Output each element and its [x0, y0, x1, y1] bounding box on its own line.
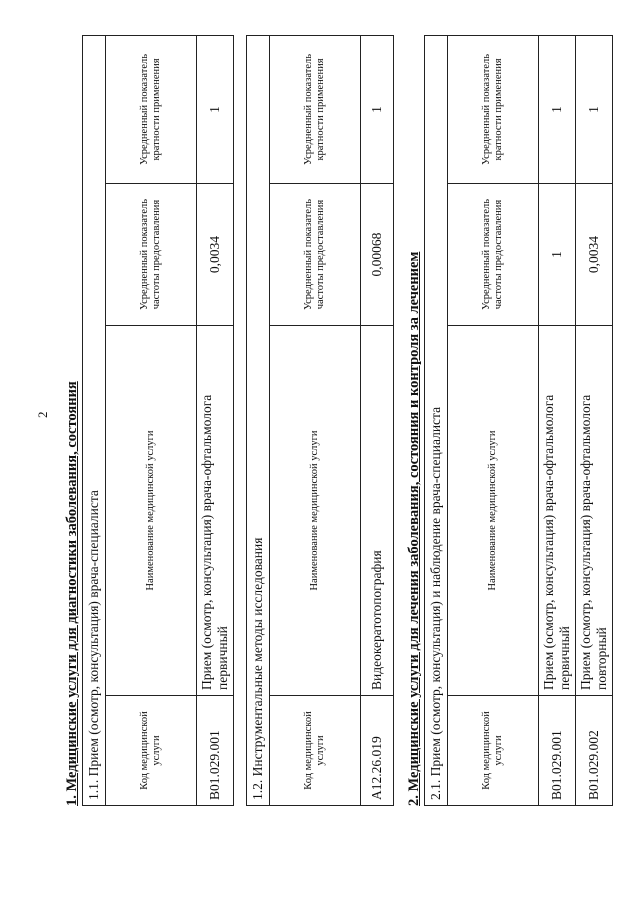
section-2-title: 2. Медицинские услуги для лечения заболевания, состояния и контроля за лечением	[406, 251, 422, 806]
service-name: Прием (осмотр, консультация) врача-офтальмолога первичный	[197, 326, 234, 696]
header-code: Код медицинской услуги	[106, 696, 197, 806]
header-code: Код медицинской услуги	[270, 696, 361, 806]
header-name: Наименование медицинской услуги	[448, 326, 539, 696]
service-code: B01.029.002	[576, 696, 613, 806]
header-frequency: Усредненный показатель частоты предоставления	[448, 184, 539, 326]
header-name: Наименование медицинской услуги	[106, 326, 197, 696]
header-frequency: Усредненный показатель частоты предоставления	[106, 184, 197, 326]
service-code: A12.26.019	[361, 696, 394, 806]
header-multiplicity: Усредненный показатель кратности применения	[106, 36, 197, 184]
frequency-value: 0,0034	[197, 184, 234, 326]
table-row	[576, 35, 613, 805]
document-body	[62, 36, 613, 806]
multiplicity-value: 1	[539, 35, 576, 183]
frequency-value: 0,00068	[361, 184, 394, 326]
table-1-1	[82, 35, 234, 806]
service-name: Прием (осмотр, консультация) врача-офтальмолога первичный	[539, 326, 576, 696]
header-multiplicity: Усредненный показатель кратности применения	[270, 35, 361, 183]
table-2-1	[424, 35, 613, 806]
frequency-value: 1	[539, 184, 576, 326]
table-row	[539, 35, 576, 805]
table-1-2	[246, 35, 394, 806]
header-multiplicity: Усредненный показатель кратности применения	[448, 35, 539, 183]
service-name: Видеокератотопография	[361, 326, 394, 696]
table-row	[361, 35, 394, 805]
table-row	[197, 36, 234, 806]
frequency-value: 0,0034	[576, 184, 613, 326]
section-1-title: 1. Медицинские услуги для диагностики заболевания, состояния	[64, 381, 80, 806]
header-code: Код медицинской услуги	[448, 696, 539, 806]
subsection-2-1-title: 2.1. Прием (осмотр, консультация) и наблюдение врача-специалиста	[425, 35, 448, 805]
header-frequency: Усредненный показатель частоты предоставления	[270, 184, 361, 326]
multiplicity-value: 1	[361, 35, 394, 183]
subsection-1-2-title: 1.2. Инструментальные методы исследования	[247, 35, 270, 805]
subsection-1-1-title: 1.1. Прием (осмотр, консультация) врача-специалиста	[83, 36, 106, 806]
multiplicity-value: 1	[197, 36, 234, 184]
page-number: 2	[35, 411, 50, 418]
service-name: Прием (осмотр, консультация) врача-офтальмолога повторный	[576, 326, 613, 696]
header-name: Наименование медицинской услуги	[270, 326, 361, 696]
service-code: B01.029.001	[197, 696, 234, 806]
service-code: B01.029.001	[539, 696, 576, 806]
multiplicity-value: 1	[576, 35, 613, 183]
